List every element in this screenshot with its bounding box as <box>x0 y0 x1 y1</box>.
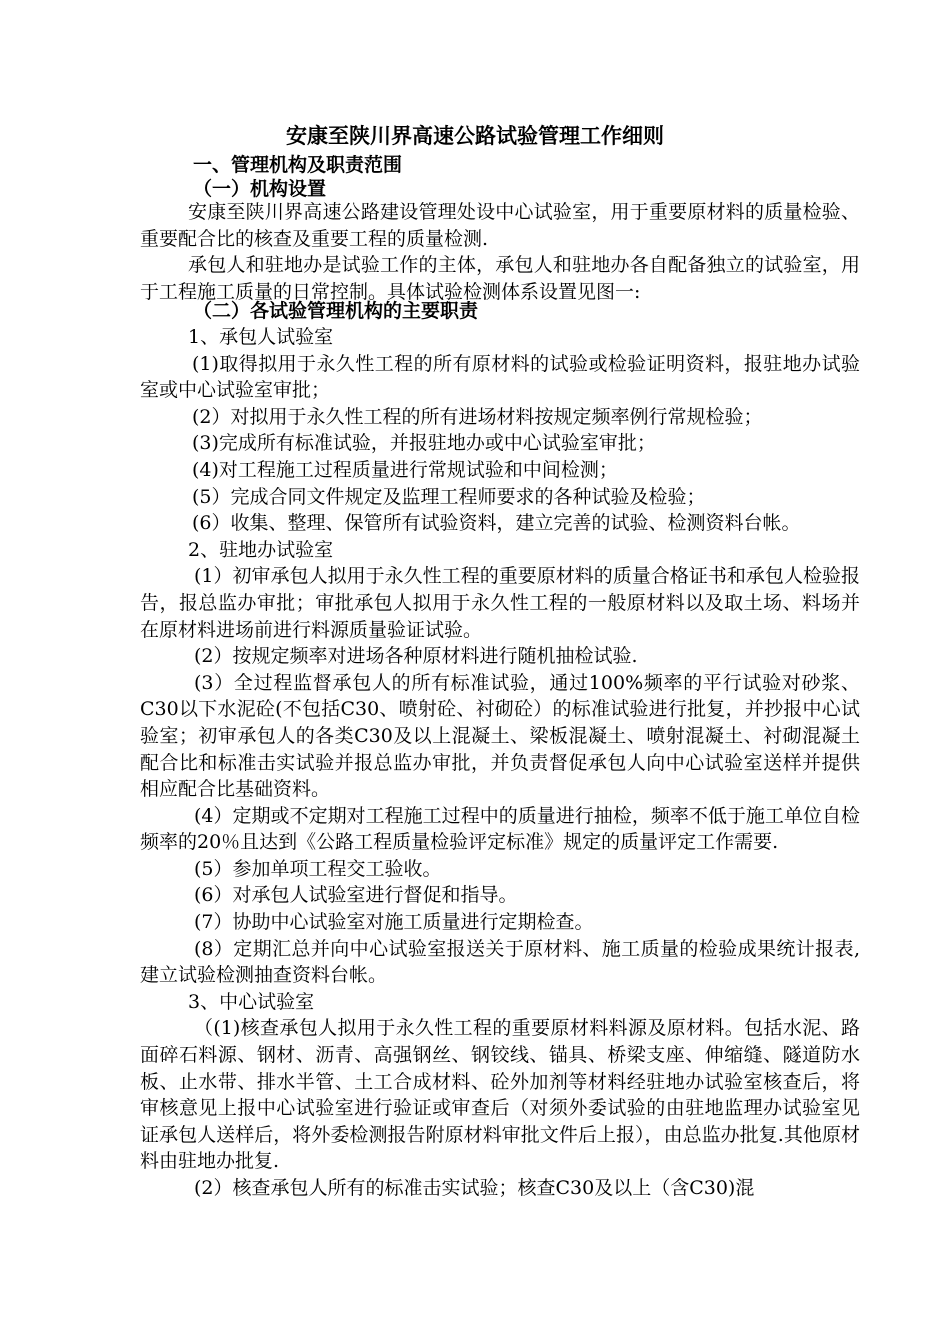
list-item: (4)对工程施工过程质量进行常规试验和中间检测； <box>192 458 618 481</box>
body-block-1 <box>140 199 860 305</box>
list-item: (8）定期汇总并向中心试验室报送关于原材料、施工质量的检验成果统计报表,建立试验检测抽查资料台帐。 <box>140 937 860 987</box>
paragraph: 安康至陕川界高速公路建设管理处设中心试验室，用于重要原材料的质量检验、重要配合比的核查及重要工程的质量检测. <box>140 201 860 250</box>
list-item: (5）完成合同文件规定及监理工程师要求的各种试验及检验； <box>192 485 706 508</box>
list-item: (1）初审承包人拟用于永久性工程的重要原材料的质量合格证书和承包人检验报告，报总监办审批；审批承包人拟用于永久性工程的一般原材料以及取土场、料场并在原材料进场前进行料源质量验证试验。 <box>140 565 860 641</box>
body-block-2 <box>140 324 860 1202</box>
list-item: (4）定期或不定期对工程施工过程中的质量进行抽检，频率不低于施工单位自检频率的20％且达到《公路工程质量检验评定标准》规定的质量评定工作需要. <box>140 804 860 854</box>
list-item: (1)取得拟用于永久性工程的所有原材料的试验或检验证明资料，报驻地办试验室或中心试验室审批； <box>140 352 860 402</box>
list-item: (6）对承包人试验室进行督促和指导。 <box>194 884 518 907</box>
list-item: (2）对拟用于永久性工程的所有进场材料按规定频率例行常规检验； <box>192 405 763 428</box>
list-item: (6）收集、整理、保管所有试验资料，建立完善的试验、检测资料台帐。 <box>192 512 801 535</box>
paragraph: 承包人和驻地办是试验工作的主体，承包人和驻地办各自配备独立的试验室，用于工程施工质量的日常控制。具体试验检测体系设置见图一: <box>140 254 860 303</box>
page-title: 安康至陕川界高速公路试验管理工作细则 <box>286 124 664 148</box>
section-heading: 一、管理机构及职责范围 <box>193 154 403 176</box>
item-heading: 1、承包人试验室 <box>188 326 334 348</box>
list-item: (3）全过程监督承包人的所有标准试验，通过100%频率的平行试验对砂浆、C30以下水泥砼(不包括C30、喷射砼、衬砌砼）的标准试验进行批复，并抄报中心试验室；初审承包人的各类C30及以上混凝土、梁板混凝土、喷射混凝土、衬砌混凝土配合比和标准击实试验并报总监办审批，并负责督促承包人向中心试验室送样并提供相应配合比基础资料。 <box>140 671 860 801</box>
list-item: (7）协助中心试验室对施工质量进行定期检查。 <box>194 911 594 934</box>
list-item: (2）核查承包人所有的标准击实试验；核查C30及以上（含C30)混 <box>194 1177 755 1199</box>
list-item: （(1)核查承包人拟用于永久性工程的重要原材料料源及原材料。包括水泥、路面碎石料源、钢材、沥青、高强钢丝、钢铰线、锚具、桥梁支座、伸缩缝、隧道防水板、止水带、排水半管、土工合成材料、砼外加剂等材料经驻地办试验室核查后，将审核意见上报中心试验室进行验证或审查后（对须外委试验的由驻地监理办试验室见证承包人送样后，将外委检测报告附原材料审批文件后上报），由总监办批复.其他原材料由驻地办批复. <box>140 1017 860 1173</box>
item-heading: 3、中心试验室 <box>188 990 315 1013</box>
item-heading: 2、驻地办试验室 <box>188 538 334 561</box>
subsection-heading: （一）机构设置 <box>193 178 327 200</box>
list-item: (5）参加单项工程交工验收。 <box>194 857 442 880</box>
list-item: (2）按规定频率对进场各种原材料进行随机抽检试验. <box>194 645 638 668</box>
list-item: (3)完成所有标准试验，并报驻地办或中心试验室审批； <box>192 432 656 455</box>
subsection-heading: （二）各试验管理机构的主要职责 <box>193 300 479 322</box>
